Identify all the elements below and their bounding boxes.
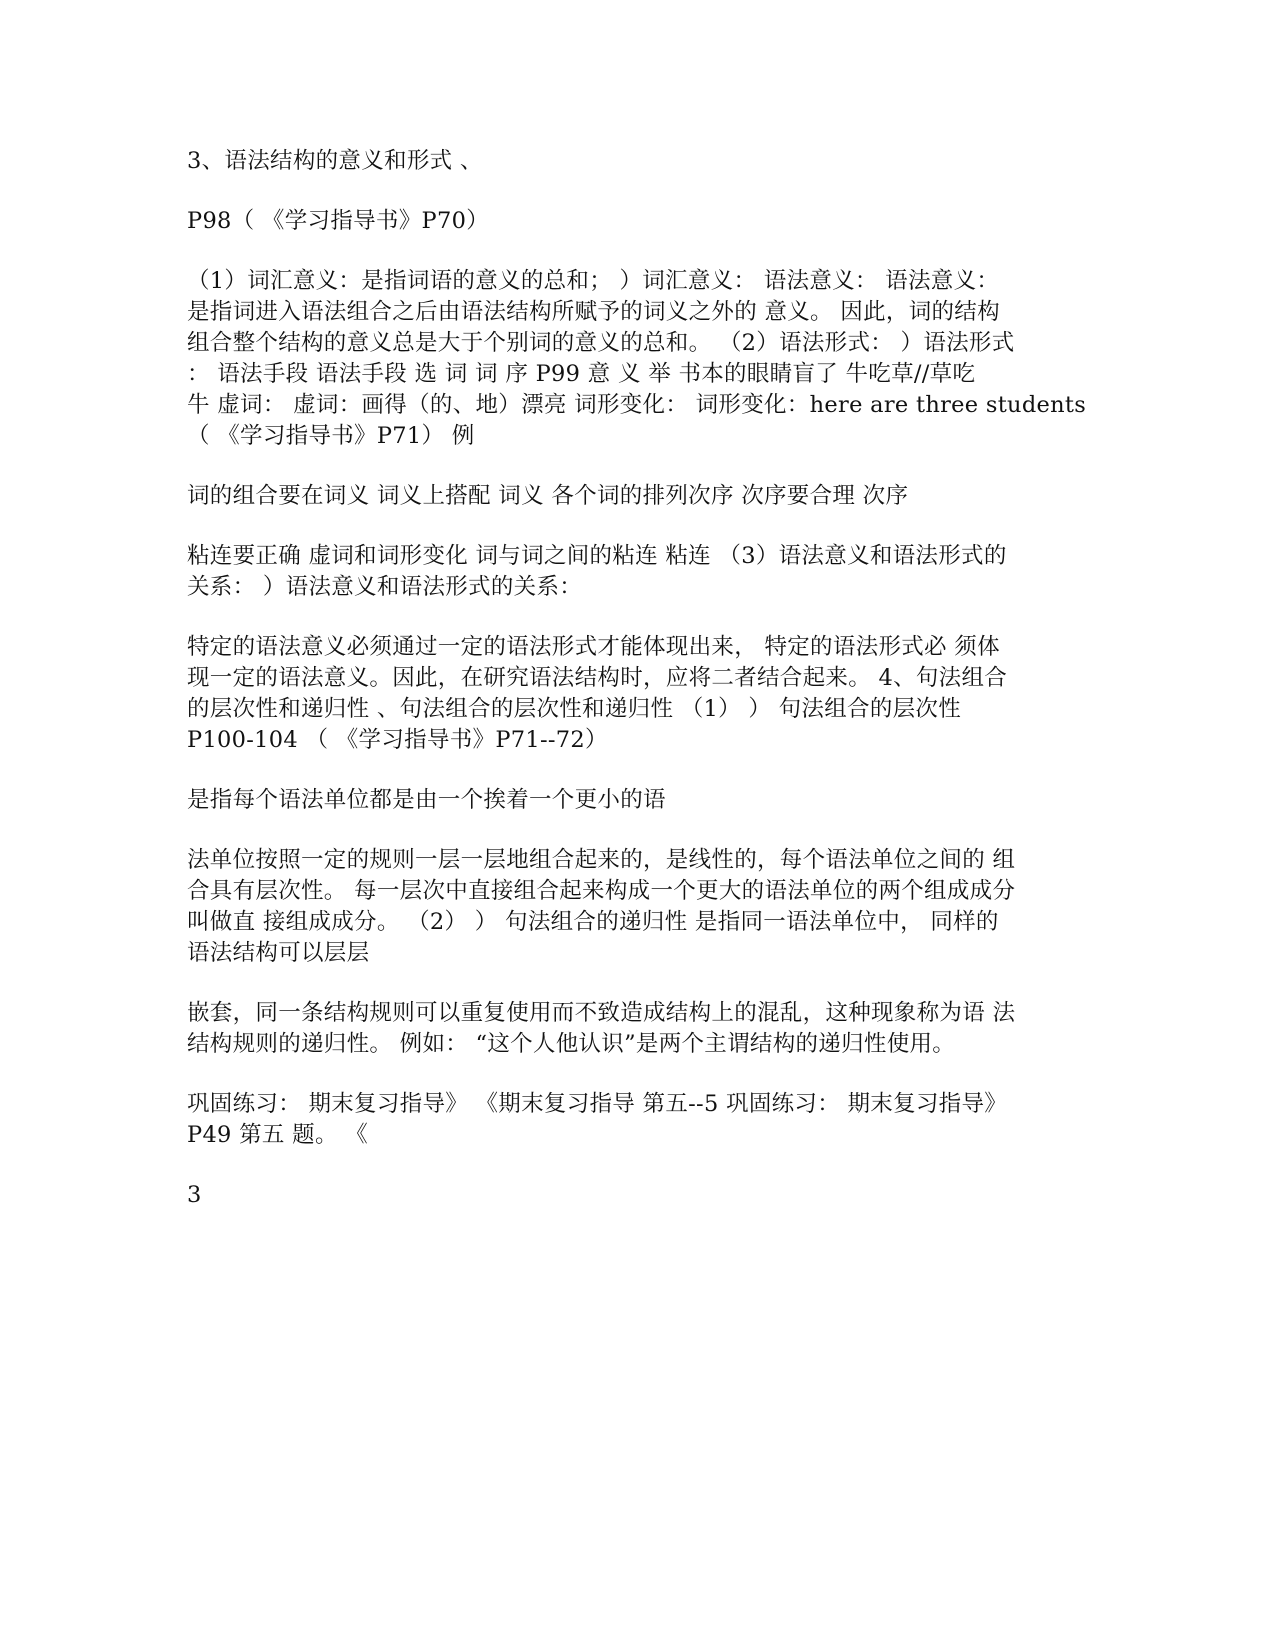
paragraph-recursion — [187, 998, 1107, 1060]
text-line: 关系： ）语法意义和语法形式的关系： — [187, 574, 583, 600]
text-line: 现一定的语法意义。因此，在研究语法结构时，应将二者结合起来。 4、句法组合 — [187, 665, 1008, 691]
text-line: 合具有层次性。 每一层次中直接组合起来构成一个更大的语法单位的两个组成成分 — [187, 878, 1016, 904]
text-line: 粘连要正确 虚词和词形变化 词与词之间的粘连 粘连 （3）语法意义和语法形式的 — [187, 543, 1007, 569]
text-line: （ 《学习指导书》P71） 例 — [187, 423, 475, 449]
paragraph-lexical-meaning — [187, 266, 1107, 452]
section-heading — [187, 146, 1107, 177]
text-line: 巩固练习： 期末复习指导》 《期末复习指导 第五--5 巩固练习： 期末复习指导》 — [187, 1091, 1008, 1117]
paragraph-exercise — [187, 1089, 1107, 1151]
text-line: 是指每个语法单位都是由一个挨着一个更小的语 — [187, 787, 666, 813]
text-line: P100-104 （ 《学习指导书》P71--72） — [187, 727, 608, 753]
text-line: 词的组合要在词义 词义上搭配 词义 各个词的排列次序 次序要合理 次序 — [187, 483, 909, 509]
paragraph-word-combination — [187, 481, 1107, 512]
text-line: 牛 虚词： 虚词：画得（的、地）漂亮 词形变化： 词形变化：here are three students — [187, 392, 1087, 418]
text-line: P98（ 《学习指导书》P70） — [187, 208, 489, 234]
text-line: 组合整个结构的意义总是大于个别词的意义的总和。 （2）语法形式： ）语法形式 — [187, 330, 1015, 356]
text-line: 特定的语法意义必须通过一定的语法形式才能体现出来， 特定的语法形式必 须体 — [187, 634, 1000, 660]
text-line: 嵌套，同一条结构规则可以重复使用而不致造成结构上的混乱，这种现象称为语 法 — [187, 1000, 1016, 1026]
text-line: 的层次性和递归性 、句法组合的层次性和递归性 （1） ） 句法组合的层次性 — [187, 696, 962, 722]
document-body — [187, 146, 1107, 1240]
paragraph-connection — [187, 541, 1107, 603]
text-line: 3、语法结构的意义和形式 、 — [187, 148, 483, 174]
text-line: 语法结构可以层层 — [187, 940, 370, 966]
text-line: 结构规则的递归性。 例如： “这个人他认识”是两个主谓结构的递归性使用。 — [187, 1031, 956, 1057]
reference-line — [187, 206, 1107, 237]
page-number: 3 — [187, 1182, 202, 1208]
paragraph-hierarchy-intro — [187, 785, 1107, 816]
text-line: ： 语法手段 语法手段 选 词 词 序 P99 意 义 举 书本的眼睛盲了 牛吃草//草吃 — [187, 361, 976, 387]
text-line: P49 第五 题。 《 — [187, 1122, 369, 1148]
text-line: 法单位按照一定的规则一层一层地组合起来的，是线性的，每个语法单位之间的 组 — [187, 847, 1016, 873]
text-line: 是指词进入语法组合之后由语法结构所赋予的词义之外的 意义。 因此，词的结构 — [187, 299, 1000, 325]
text-line: 叫做直 接组成成分。 （2） ） 句法组合的递归性 是指同一语法单位中， 同样的 — [187, 909, 999, 935]
text-line: （1）词汇意义：是指词语的意义的总和； ）词汇意义： 语法意义： 语法意义： — [187, 268, 1000, 294]
paragraph-meaning-form — [187, 632, 1107, 756]
paragraph-hierarchy — [187, 845, 1107, 969]
